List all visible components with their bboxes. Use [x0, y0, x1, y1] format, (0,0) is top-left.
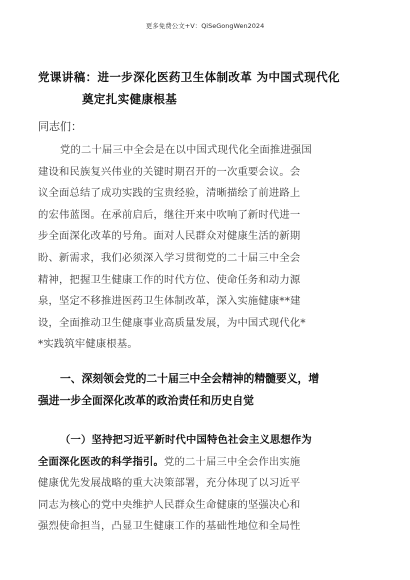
paragraph-line: 设，全面推动卫生健康事业高质量发展，为中国式现代化*: [38, 316, 306, 329]
paragraph-line: 精神，把握卫生健康工作的时代方位、使命任务和动力源: [38, 273, 301, 286]
header-note: 更多免费公文+V：QiSeGongWen2024: [145, 22, 265, 30]
salutation: 同志们：: [38, 120, 82, 133]
paragraph-line: 建设和民族复兴伟业的关键时期召开的一次重要会议。会: [38, 165, 301, 178]
paragraph-line: 党的二十届三中全会作出实施: [163, 455, 301, 468]
paragraph-line: 同志为核心的党中央维护人民群众生命健康的坚强决心和: [38, 498, 301, 511]
title-line-2: 奠定扎实健康根基: [82, 92, 178, 106]
paragraph-line: 强烈使命担当，凸显卫生健康工作的基础性地位和全局性: [38, 520, 301, 533]
subheading-line-2: 全面深化医改的科学指引。: [38, 455, 164, 468]
title-line-1: 党课讲稿：进一步深化医药卫生体制改革 为中国式现代化: [38, 70, 340, 84]
paragraph-line: 的宏伟蓝图。在承前启后，继往开来中吹响了新时代进一: [38, 208, 301, 221]
paragraph-line: 健康优先发展战略的重大决策部署，充分体现了以习近平: [38, 477, 301, 490]
section-heading-1: [38, 368, 380, 412]
heading-line-1: 一、深刻领会党的二十届三中全会精神的精髓要义，增: [60, 372, 320, 385]
paragraph-line: 党的二十届三中全会是在以中国式现代化全面推进强国: [60, 144, 312, 156]
paragraph-line: 议全面总结了成功实践的宝贵经验，清晰描绘了前进路上: [38, 187, 301, 200]
paragraph-line: 泉，坚定不移推进医药卫生体制改革，深入实施健康**建: [38, 295, 301, 308]
paragraph-line: 步全面深化改革的号角。面对人民群众对健康生活的新期: [38, 230, 301, 243]
subheading-line-1: （一）坚持把习近平新时代中国特色社会主义思想作为: [60, 434, 312, 446]
paragraph-2: [38, 430, 374, 538]
paragraph-line: *实践筑牢健康根基。: [38, 338, 138, 351]
heading-line-2: 强进一步全面深化改革的政治责任和历史自觉: [38, 394, 254, 407]
paragraph-line: 盼、新需求，我们必须深入学习贯彻党的二十届三中全会: [38, 251, 301, 264]
document-title: [38, 66, 368, 110]
paragraph-1: [38, 140, 374, 356]
